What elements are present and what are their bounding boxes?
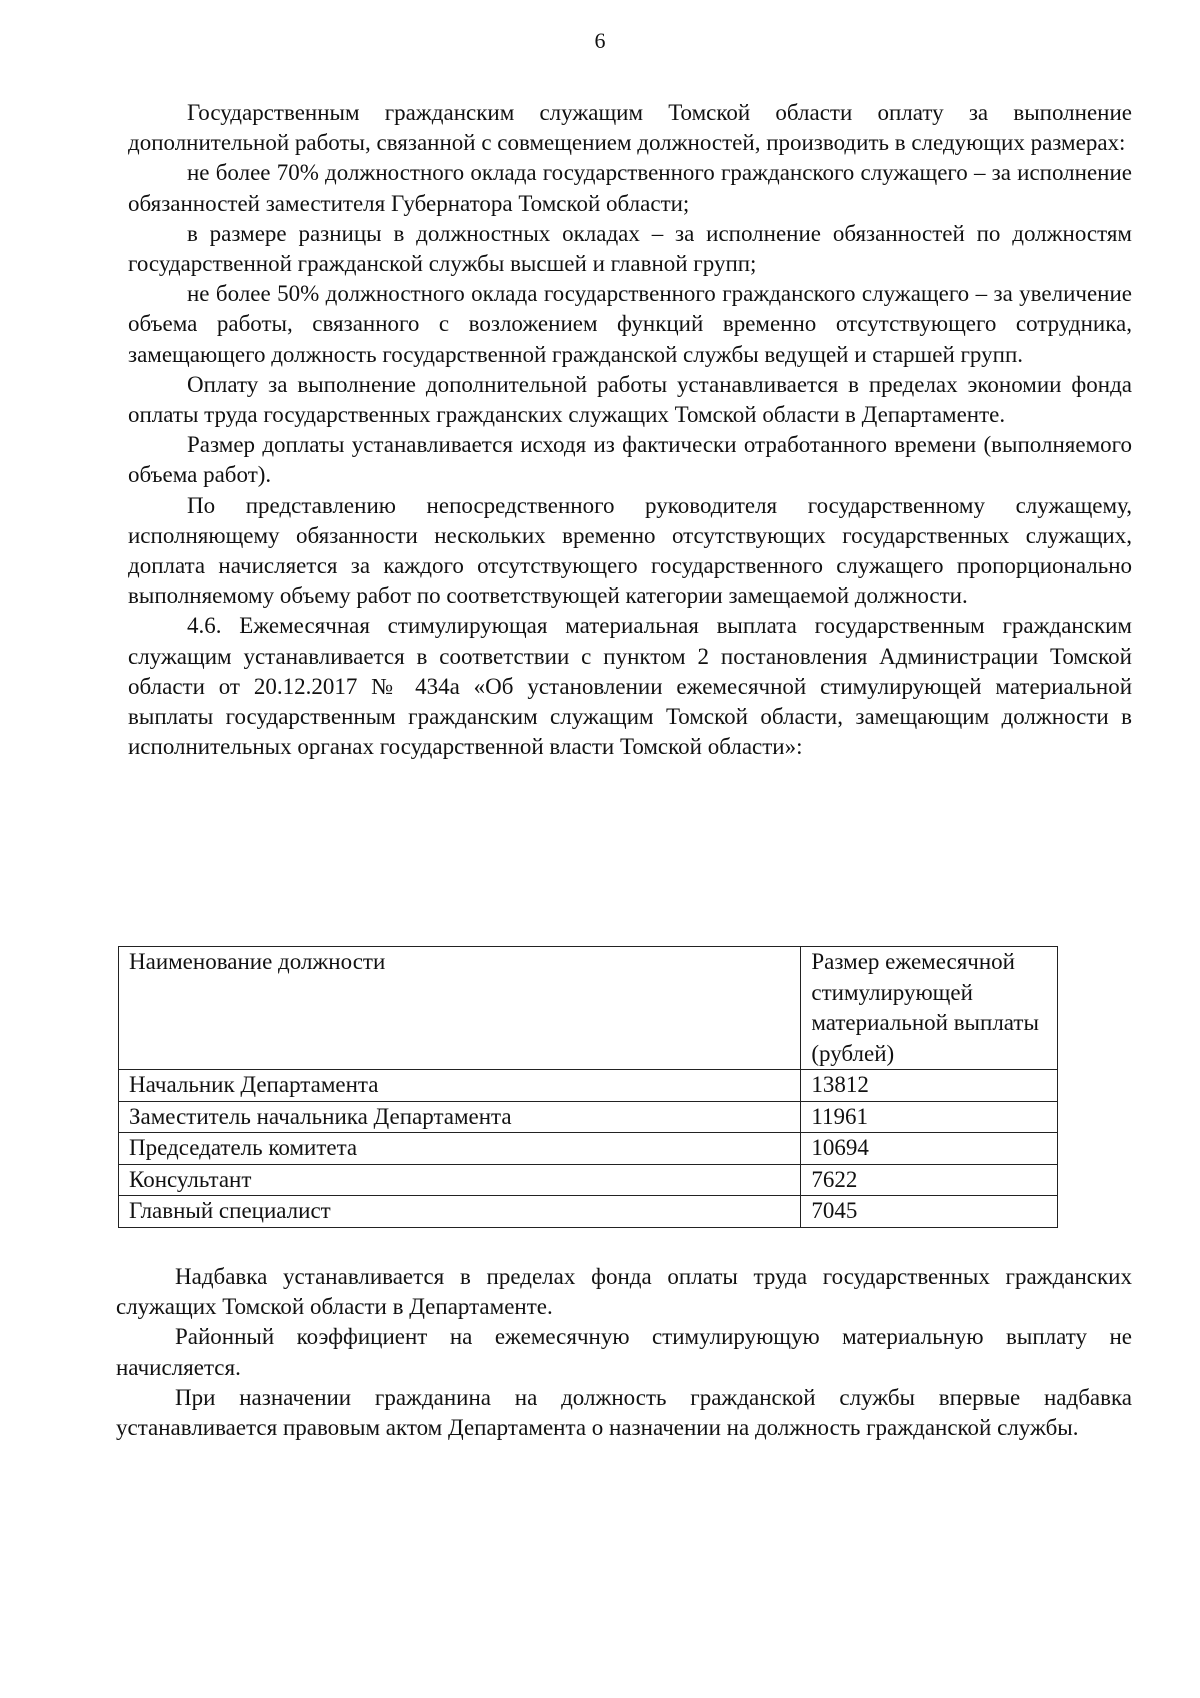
row-amount: 10694 [801,1133,1058,1165]
lower-text [116,1262,1132,1443]
header-amount: Размер ежемесячной стимулирующей материальной выплаты (рублей) [801,947,1058,1070]
upper-text [128,98,1132,762]
table-row [119,1196,1058,1228]
row-position: Заместитель начальника Департамента [119,1101,801,1133]
paragraph-actual-time: Размер доплаты устанавливается исходя из фактически отработанного времени (выполняемого объема работ). [128,432,1132,488]
table-row [119,1133,1058,1165]
paragraph-payment-limits: Оплату за выполнение дополнительной работы устанавливается в пределах экономии фонда оплаты труда государственных гражданских служащих Томской области в Департаменте. [128,371,1132,428]
paragraph-regional-coefficient: Районный коэффициент на ежемесячную стимулирующую материальную выплату не начисляется. [116,1324,1132,1380]
paragraph-allowance-fund: Надбавка устанавливается в пределах фонда оплаты труда государственных гражданских служащих Томской области в Департаменте. [116,1264,1132,1320]
table-row [119,1101,1058,1133]
paragraph-deputy-governor-rate: не более 70% должностного оклада государственного гражданского служащего – за исполнение обязанностей заместителя Губернатора Томской области; [128,160,1132,216]
header-position: Наименование должности [119,947,801,1070]
paragraph-remuneration-intro: Государственным гражданским служащим Томской области оплату за выполнение дополнительной работы, связанной с совмещением должностей, производить в следующих размерах: [128,100,1132,156]
row-amount: 11961 [801,1101,1058,1133]
row-amount: 7622 [801,1164,1058,1196]
row-position: Главный специалист [119,1196,801,1228]
row-amount: 13812 [801,1070,1058,1102]
table-row [119,1164,1058,1196]
table-header-row [119,947,1058,1070]
row-amount: 7045 [801,1196,1058,1228]
page-number: 6 [594,28,606,53]
row-position: Председатель комитета [119,1133,801,1165]
paragraph-salary-difference: в размере разницы в должностных окладах – за исполнение обязанностей по должностям государственной гражданской службы высшей и главной групп; [128,220,1132,277]
paragraph-workload-increase: не более 50% должностного оклада государственного гражданского служащего – за увеличение объема работы, связанного с возложением функций временно отсутствующего сотрудника, замещающего должность государственной гражданской службы ведущей и старшей групп. [128,281,1132,367]
table-row [119,1070,1058,1102]
paragraph-section-4-6: 4.6. Ежемесячная стимулирующая материальная выплата государственным гражданским служащим устанавливается в соответствии с пунктом 2 постановления Администрации Томской области от 20.12.2017 № 434а «Об установлении ежемесячной стимулирующей материальной выплаты государственным гражданским служащим Томской области, замещающим должности в исполнительных органах государственной власти Томской области»: [128,613,1132,760]
paragraph-first-appointment: При назначении гражданина на должность гражданской службы впервые надбавка устанавливается правовым актом Департамента о назначении на должность гражданской службы. [116,1384,1132,1441]
row-position: Начальник Департамента [119,1070,801,1102]
row-position: Консультант [119,1164,801,1196]
payment-table-container [118,946,1058,1228]
payment-table [118,946,1058,1228]
paragraph-multiple-absent: По представлению непосредственного руководителя государственному служащему, исполняющему обязанности нескольких временно отсутствующих государственных служащих, доплата начисляется за каждого отсутствующего государственного служащего пропорционально выполняемому объему работ по соответствующей категории замещаемой должности. [128,492,1132,609]
